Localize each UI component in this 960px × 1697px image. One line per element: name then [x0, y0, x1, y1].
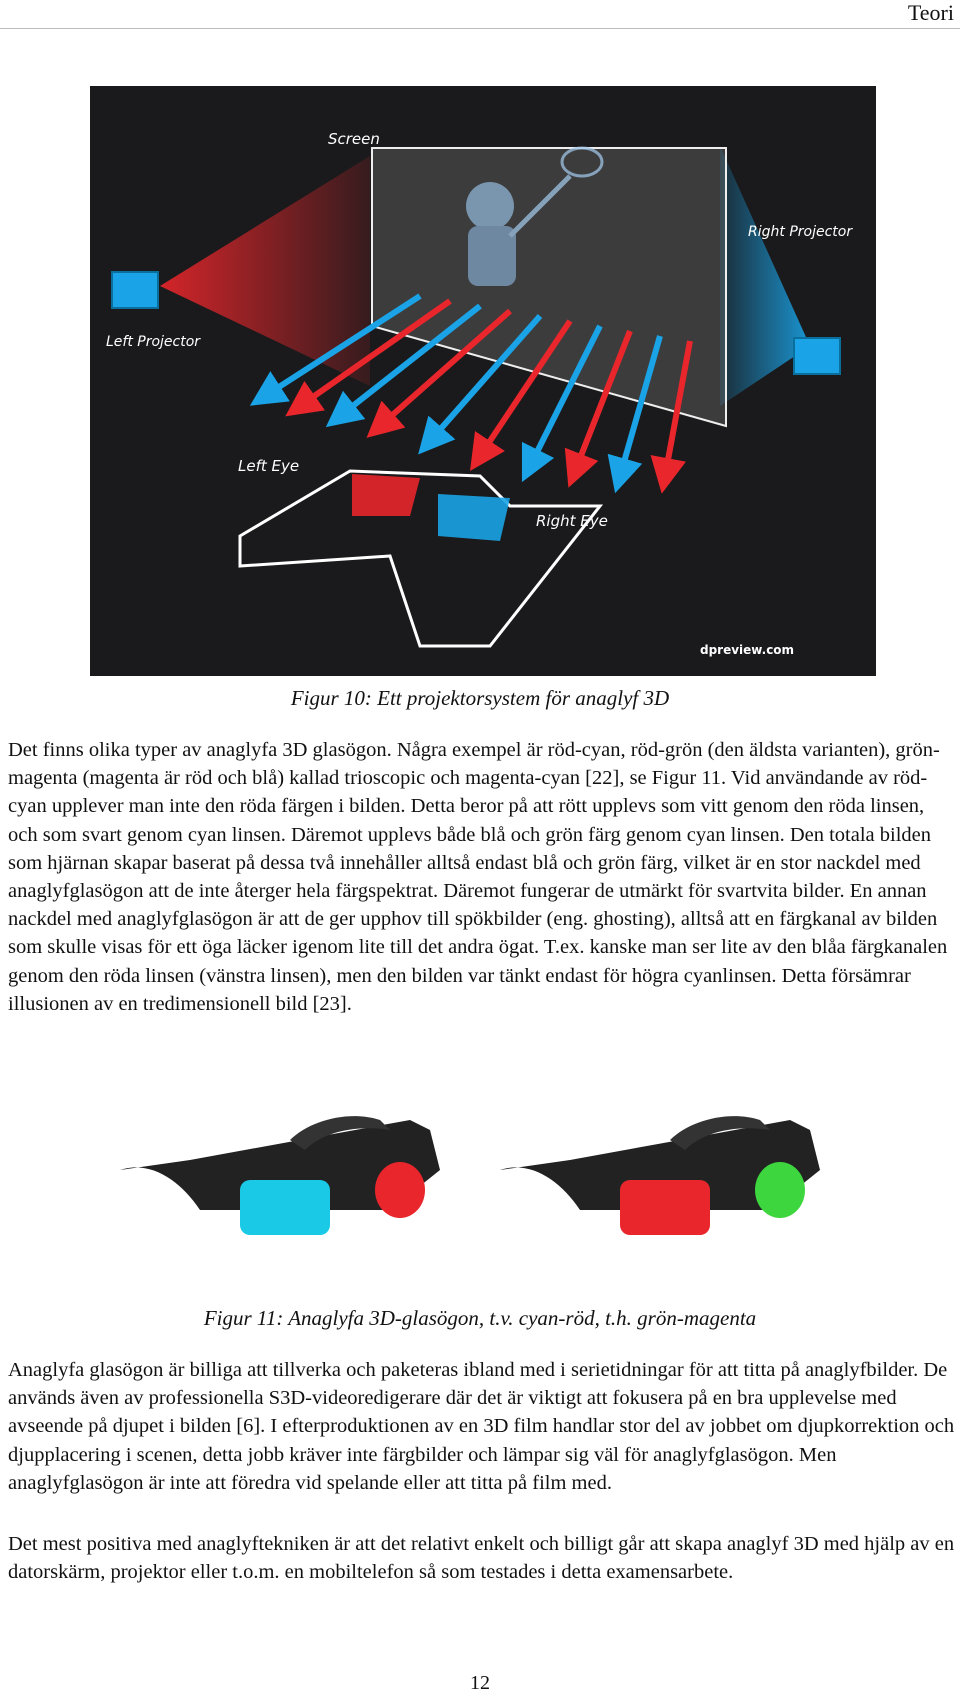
cyan-red-glasses [120, 1116, 440, 1235]
label-right-eye: Right Eye [536, 512, 608, 530]
body-paragraph: Det finns olika typer av anaglyfa 3D glasögon. Några exempel är röd-cyan, röd-grön (den äldsta varianten), grön-magenta (magenta är röd och blå) kallad trioscopic och magenta-cyan [22], se Figur 11. Vid användande av röd-cyan upplever man inte den röda färgen i bilden. Detta beror på att rött upplevs som vitt genom den röda linsen, och som svart genom cyan linsen. Däremot upplevs både blå och grön färg genom cyan linsen. Den totala bilden som hjärnan skapar baserat på dessa två innehåller alltså endast blå och grön färg, vilket är en stor nackdel med anaglyfglasögon att de inte återger hela färgspektrat. Däremot fungerar de utmärkt för svartvita bilder. En annan nackdel med anaglyfglasögon är att de ger upphov till spökbilder (eng. ghosting), alltså att en färgkanal av bilden som skulle visas för ett öga läcker igenom lite till det andra ögat. T.ex. kanske man ser lite av den blåa färgkanalen genom den röda linsen (vänstra linsen), men den bilden var tänkt endast för högra cyanlinsen. Detta försämrar illusionen av en tredimensionell bild [23]. [8, 739, 948, 1015]
cyan-lens [240, 1180, 330, 1235]
page-header [0, 0, 960, 29]
label-right-projector: Right Projector [748, 224, 853, 240]
figure-caption: Figur 10: Ett projektorsystem för anaglyf 3D [290, 686, 670, 710]
label-left-projector: Left Projector [106, 334, 201, 350]
left-projector [112, 272, 158, 308]
red-lens [375, 1162, 425, 1218]
red-lens [352, 474, 420, 516]
section-title: Teori [907, 0, 954, 25]
right-projector [794, 338, 840, 374]
green-magenta-glasses [500, 1116, 820, 1235]
body-paragraph: Anaglyfa glasögon är billiga att tillverka och paketeras ibland med i serietidningar för att titta på anaglyfbilder. De används även av professionella S3D-videoredigerare där det är viktigt att fokusera på en bra upplevelse med avseende på djupet i bilden [6]. I efterproduktionen av en 3D film handlar stor del av jobbet om djupkorrektion och djupplacering i scenen, detta jobb kräver inte färgbilder och lämpar sig väl för anaglyfglasögon. Men anaglyfglasögon är inte att föredra vid spelande eller att titta på film med. [8, 1359, 955, 1494]
page-number: 12 [470, 1672, 490, 1694]
label-screen: Screen [328, 130, 380, 148]
magenta-lens [620, 1180, 710, 1235]
body-paragraph: Det mest positiva med anaglyftekniken är att det relativt enkelt och billigt går att skapa anaglyf 3D med hjälp av en datorskärm, projektor eller t.o.m. en mobiltelefon så som testades i detta examensarbete. [8, 1533, 955, 1584]
watermark: dpreview.com [700, 643, 795, 657]
anaglyph-glasses-figure [110, 1100, 860, 1270]
figure-caption: Figur 11: Anaglyfa 3D-glasögon, t.v. cyan-röd, t.h. grön-magenta [203, 1306, 757, 1330]
projector-system-figure [90, 86, 876, 676]
cyan-lens [438, 494, 510, 541]
label-left-eye: Left Eye [238, 457, 300, 475]
green-lens [755, 1162, 805, 1218]
